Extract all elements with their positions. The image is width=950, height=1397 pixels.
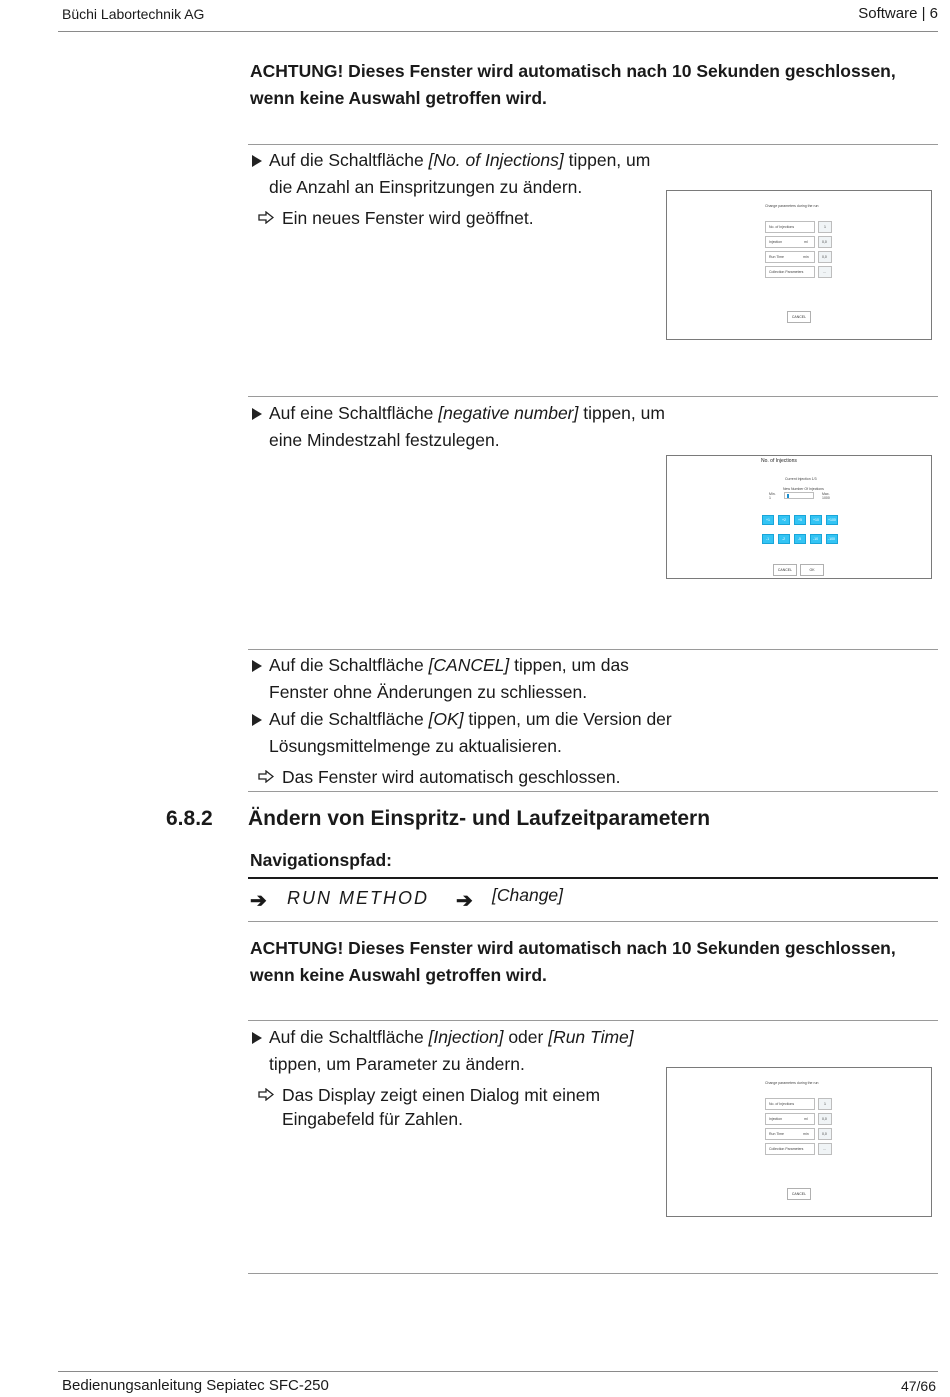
dialog-title: Change parameters during the run [765,1081,819,1085]
instruction-step: Auf eine Schaltfläche [negative number] tippen, um eine Mindestzahl festzulegen. [252,400,672,454]
button-injection: 0,0 [818,1113,832,1125]
field-collection-parameters: Collection Parameters [765,1143,815,1155]
result-arrow-icon [258,1088,274,1101]
instruction-step: Auf die Schaltfläche [OK] tippen, um die Version der Lösungsmittelmenge zu aktualisieren. [252,706,672,760]
key-plus-100: +100 [826,515,838,525]
key-minus-5: -5 [794,534,806,544]
key-minus-1: -1 [762,534,774,544]
screenshot-change-parameters [666,1067,932,1217]
step-bullet-icon [252,660,262,672]
warning-notice: ACHTUNG! Dieses Fenster wird automatisch nach 10 Sekunden geschlossen, wenn keine Auswahl getroffen wird. [250,61,896,108]
key-minus-10: -10 [810,534,822,544]
divider [248,877,938,879]
cancel-button: CANCEL [787,1188,811,1200]
field-no-of-injections: No. of Injections [765,1098,815,1110]
step-result: Das Display zeigt einen Dialog mit einem Eingabefeld für Zahlen. [258,1083,628,1131]
cancel-button: CANCEL [773,564,797,576]
divider [248,921,938,922]
button-run-time: 0,0 [818,1128,832,1140]
dialog-title: Change parameters during the run [765,204,819,208]
section-number: 6.8.2 [166,807,213,830]
header-divider [58,31,938,32]
step-bullet-icon [252,155,262,167]
key-minus-2: -2 [778,534,790,544]
header-company: Büchi Labortechnik AG [62,6,205,22]
number-input-field [784,492,814,499]
divider [248,649,938,650]
button-reference: [OK] [428,709,464,729]
navigation-path-label: Navigationspfad: [250,850,392,870]
page-number: 47/66 [900,1378,936,1394]
step-result: Ein neues Fenster wird geöffnet. [258,206,658,230]
field-injection: Injection ml [765,1113,815,1125]
key-plus-2: +2 [778,515,790,525]
instruction-step: Auf die Schaltfläche [CANCEL] tippen, um das Fenster ohne Änderungen zu schliessen. [252,652,672,706]
divider [248,1020,938,1021]
step-result: Das Fenster wird automatisch geschlossen. [258,765,658,789]
button-collection-parameters: ... [818,266,832,278]
button-no-of-injections: 1 [818,1098,832,1110]
key-plus-1: +1 [762,515,774,525]
ok-button: OK [800,564,824,576]
divider [248,144,938,145]
key-plus-10: +10 [810,515,822,525]
divider [248,396,938,397]
nav-arrow-icon: ➔ [456,890,473,912]
step-bullet-icon [252,1032,262,1044]
nav-arrow-icon: ➔ [250,890,267,912]
dialog-title: No. of Injections [761,458,797,464]
footer-divider [58,1371,938,1372]
nav-item-change: [Change] [492,885,564,905]
button-reference: [No. of Injections] [428,150,564,170]
button-run-time: 0,0 [818,251,832,263]
button-collection-parameters: ... [818,1143,832,1155]
cancel-button: CANCEL [787,311,811,323]
step-bullet-icon [252,714,262,726]
instruction-step: Auf die Schaltfläche [Injection] oder [Run Time] tippen, um Parameter zu ändern. [252,1024,672,1078]
warning-notice: ACHTUNG! Dieses Fenster wird automatisch nach 10 Sekunden geschlossen, wenn keine Auswahl getroffen wird. [250,938,896,985]
current-injection-label: Current Injection 1/3 [785,477,817,481]
instruction-step: Auf die Schaltfläche [No. of Injections] tippen, um die Anzahl an Einspritzungen zu ändern. [252,147,672,201]
nav-item-run-method: RUN METHOD [287,888,429,908]
header-section: Software | 6 [858,5,938,22]
button-reference: [Run Time] [548,1027,634,1047]
footer-title: Bedienungsanleitung Sepiatec SFC-250 [62,1377,329,1394]
button-injection: 0,0 [818,236,832,248]
result-arrow-icon [258,770,274,783]
button-reference: [negative number] [438,403,579,423]
screenshot-no-of-injections: No. of Injections Current Injection 1/3 New Number Of Injections Min. 1 Max. 1000 +1 +2 +5 +10 +100 -1 -2 -5 -10 -100 CANCEL OK [666,455,932,579]
field-no-of-injections: No. of Injections [765,221,815,233]
section-title: Ändern von Einspritz- und Laufzeitparametern [248,807,711,830]
button-reference: [CANCEL] [428,655,510,675]
step-bullet-icon [252,408,262,420]
key-plus-5: +5 [794,515,806,525]
button-reference: [Injection] [428,1027,504,1047]
button-no-of-injections: 1 [818,221,832,233]
field-injection: Injection ml [765,236,815,248]
screenshot-change-parameters [666,190,932,340]
new-number-label: New Number Of Injections [783,487,824,491]
key-minus-100: -100 [826,534,838,544]
result-arrow-icon [258,211,274,224]
divider [248,791,938,792]
divider [248,1273,938,1274]
field-collection-parameters: Collection Parameters [765,266,815,278]
field-run-time: Run Time min [765,251,815,263]
field-run-time: Run Time min [765,1128,815,1140]
